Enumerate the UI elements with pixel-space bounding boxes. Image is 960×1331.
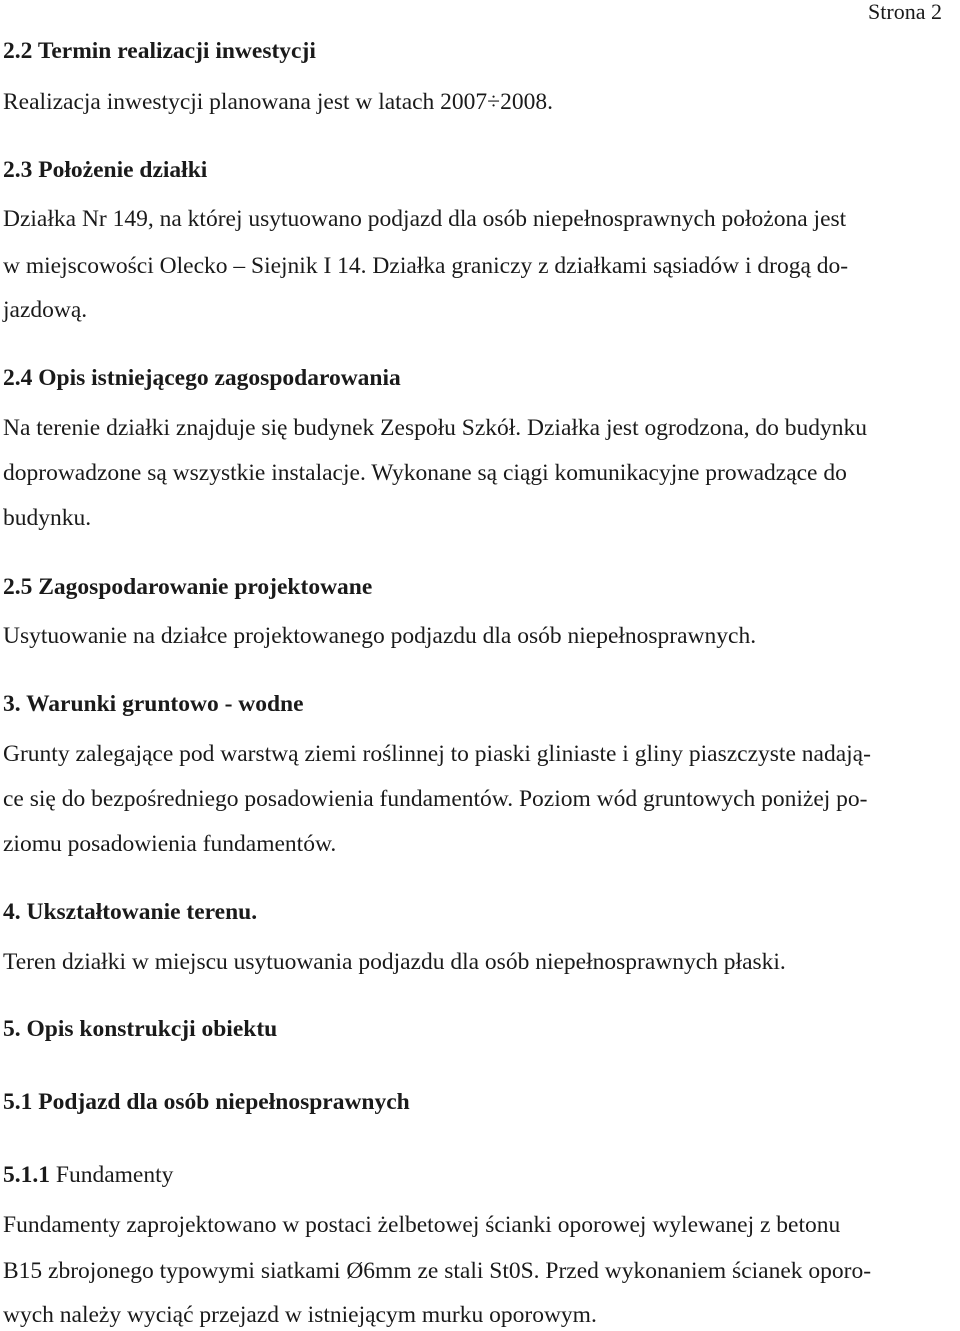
section-heading: 2.4 Opis istniejącego zagospodarowania [3, 365, 401, 391]
paragraph-line: doprowadzone są wszystkie instalacje. Wykonane są ciągi komunikacyjne prowadzące do [3, 460, 847, 486]
paragraph-line: budynku. [3, 505, 92, 531]
paragraph-line: w miejscowości Olecko – Siejnik I 14. Działka graniczy z działkami sąsiadów i drogą do- [3, 253, 849, 279]
subsection-heading [3, 1162, 173, 1189]
subsection-number: 5.1.1 [3, 1162, 50, 1188]
paragraph-line: Grunty zalegające pod warstwą ziemi roślinnej to piaski gliniaste i gliny piaszczyste nadają- [3, 741, 871, 767]
section-heading: 2.2 Termin realizacji inwestycji [3, 38, 316, 64]
paragraph-line: Fundamenty zaprojektowano w postaci żelbetowej ścianki oporowej wylewanej z betonu [3, 1212, 841, 1238]
paragraph-line: Usytuowanie na działce projektowanego podjazdu dla osób niepełnosprawnych. [3, 623, 757, 649]
section-heading: 4. Ukształtowanie terenu. [3, 899, 258, 925]
subsection-title: Fundamenty [55, 1162, 174, 1188]
section-heading: 5. Opis konstrukcji obiektu [3, 1016, 278, 1042]
page-number: Strona 2 [868, 0, 942, 24]
paragraph-line: jazdową. [3, 297, 88, 323]
paragraph-line: Teren działki w miejscu usytuowania podjazdu dla osób niepełnosprawnych płaski. [3, 949, 786, 975]
paragraph-line: Na terenie działki znajduje się budynek Zespołu Szkół. Działka jest ogrodzona, do budynku [3, 415, 868, 441]
section-heading: 3. Warunki gruntowo - wodne [3, 691, 304, 717]
paragraph-line: ziomu posadowienia fundamentów. [3, 831, 337, 857]
paragraph-line: Działka Nr 149, na której usytuowano podjazd dla osób niepełnosprawnych położona jest [3, 206, 847, 232]
section-heading: 5.1 Podjazd dla osób niepełnosprawnych [3, 1089, 410, 1115]
section-heading: 2.3 Położenie działki [3, 157, 208, 183]
paragraph-line: wych należy wyciąć przejazd w istniejącym murku oporowym. [3, 1302, 597, 1328]
paragraph-line: Realizacja inwestycji planowana jest w latach 2007÷2008. [3, 89, 553, 115]
paragraph-line: B15 zbrojonego typowymi siatkami Ø6mm ze stali St0S. Przed wykonaniem ścianek oporo- [3, 1258, 872, 1284]
paragraph-line: ce się do bezpośredniego posadowienia fundamentów. Poziom wód gruntowych poniżej po- [3, 786, 868, 812]
section-heading: 2.5 Zagospodarowanie projektowane [3, 574, 373, 600]
